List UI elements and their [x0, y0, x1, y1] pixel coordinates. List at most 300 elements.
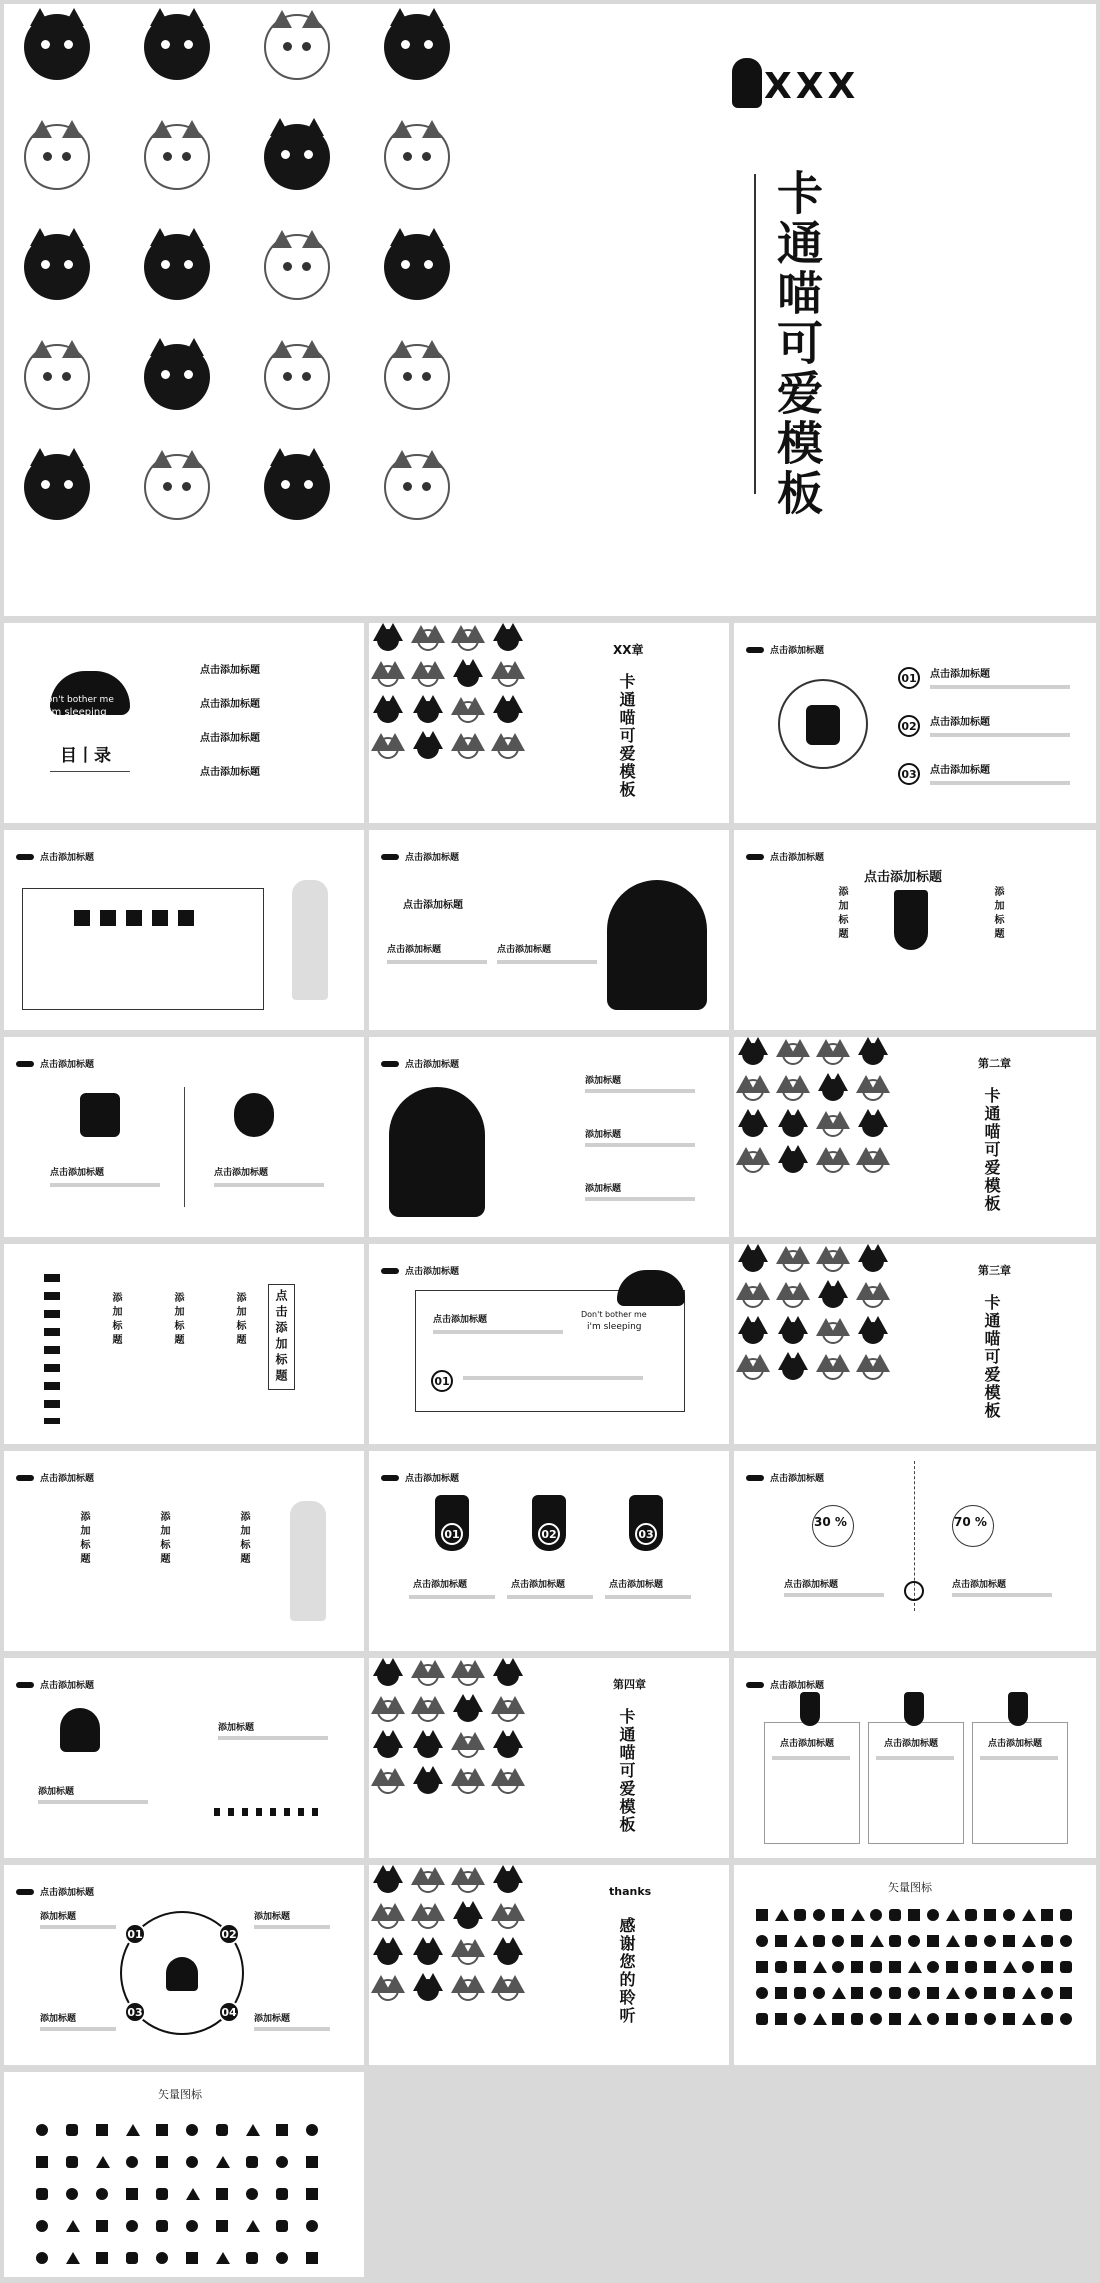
white-cat-sticker — [417, 665, 439, 687]
chart-line-icon — [126, 2156, 138, 2168]
black-cat-sticker — [862, 1115, 884, 1137]
white-cat-sticker — [497, 737, 519, 759]
three-item-slide — [369, 1037, 729, 1237]
white-cat-sticker — [264, 14, 330, 80]
music-icon — [794, 1935, 808, 1947]
body-text-placeholder — [409, 1595, 495, 1599]
copy-icon — [870, 1961, 882, 1973]
white-cat-sticker — [417, 1664, 439, 1686]
body-text-placeholder — [214, 1183, 324, 1187]
dice-icon — [851, 1935, 863, 1947]
print-icon — [186, 2252, 198, 2264]
house-icon — [775, 1909, 789, 1921]
slide-header: 点击添加标题 — [40, 853, 95, 863]
body-text-placeholder — [585, 1089, 695, 1093]
user-icon — [36, 2252, 48, 2264]
white-cat-sticker — [377, 1979, 399, 2001]
paw-print-slide — [4, 1658, 364, 1858]
white-cat-sticker — [497, 1979, 519, 2001]
star-icon — [216, 2156, 230, 2168]
number-badge: 02 — [218, 1923, 240, 1945]
icons-title: 矢量图标 — [888, 1881, 932, 1894]
tv-icon — [1060, 1987, 1072, 1999]
white-cat-sticker — [782, 1079, 804, 1101]
coffee-icon — [216, 2252, 230, 2264]
item-title: 点击添加标题 — [930, 717, 990, 728]
stopwatch-icon — [927, 1987, 939, 1999]
thanks-slide — [369, 1865, 729, 2065]
book-icon — [832, 1935, 844, 1947]
brush-tool-icon — [984, 1909, 996, 1921]
white-cat-sticker — [457, 1871, 479, 1893]
display-icon — [984, 1987, 996, 1999]
cursor-icon — [66, 2220, 80, 2232]
lock-icon — [1060, 2013, 1072, 2025]
search-icon — [1003, 2013, 1015, 2025]
pointer-icon — [381, 1061, 399, 1067]
envelope-icon — [156, 2188, 168, 2200]
toc-item: 点击添加标题 — [200, 699, 260, 710]
item-title: 添加标题 — [585, 1076, 622, 1086]
number-badge: 01 — [441, 1523, 463, 1545]
black-cat-sticker — [384, 234, 450, 300]
card-title: 点击添加标题 — [988, 1739, 1043, 1749]
black-cat-sticker — [417, 701, 439, 723]
body-text-placeholder — [40, 2027, 116, 2031]
black-cat-sticker — [417, 1772, 439, 1794]
number-badge: 01 — [431, 1370, 453, 1392]
white-cat-sticker — [24, 344, 90, 410]
life-ring-icon — [756, 1987, 768, 1999]
black-cat-figure — [80, 1093, 120, 1137]
envelope-icon — [775, 1987, 787, 1999]
body-text-placeholder — [930, 685, 1070, 689]
chat-icon — [1041, 1935, 1053, 1947]
cart-icon — [984, 1961, 996, 1973]
black-cat-sticker — [457, 665, 479, 687]
white-cat-sticker — [742, 1358, 764, 1380]
item-title: 点击添加标题 — [930, 669, 990, 680]
white-cat-sticker — [457, 701, 479, 723]
white-cat-sticker — [782, 1250, 804, 1272]
slide-header: 点击添加标题 — [40, 1060, 95, 1070]
column-title: 点击添加标题 — [214, 1168, 269, 1178]
item-title: 添加标题 — [38, 1787, 75, 1797]
camera-icon — [756, 1935, 768, 1947]
percent-slide — [734, 1451, 1096, 1651]
number-badge: 03 — [124, 2001, 146, 2023]
slide-header: 点击添加标题 — [40, 1681, 95, 1691]
vertical-label: 添加标题 — [238, 1511, 249, 1567]
number-badge: 04 — [218, 2001, 240, 2023]
lock-icon — [276, 2252, 288, 2264]
center-title: 点击添加标题 — [864, 870, 943, 885]
percent-value: 70 % — [954, 1515, 987, 1529]
body-text-placeholder — [497, 960, 597, 964]
white-cat-sticker — [457, 629, 479, 651]
vertical-label-left: 添加标题 — [836, 886, 847, 942]
ban-icon — [276, 2156, 288, 2168]
slide-header: 点击添加标题 — [770, 1474, 825, 1484]
body-text-placeholder — [952, 1593, 1052, 1597]
arrow-vine-decoration — [754, 174, 756, 494]
user-group-icon — [946, 2013, 958, 2025]
bell-icon — [1022, 1935, 1036, 1947]
white-cat-sticker — [457, 1772, 479, 1794]
item-title: 添加标题 — [585, 1130, 622, 1140]
wrench-icon — [126, 2252, 138, 2264]
redo-icon — [813, 2013, 827, 2025]
volume-icon — [246, 2124, 260, 2136]
toc-item: 点击添加标题 — [200, 733, 260, 744]
white-cat-sticker — [862, 1286, 884, 1308]
laptop-icon — [1003, 1987, 1015, 1999]
link-icon — [96, 2156, 110, 2168]
girl-with-cat-illustration — [292, 880, 328, 1000]
white-cat-sticker — [384, 344, 450, 410]
white-cat-sticker — [862, 1358, 884, 1380]
box-title: 点击添加标题 — [433, 1315, 488, 1325]
pointer-icon — [381, 1268, 399, 1274]
vertical-label: 添加标题 — [158, 1511, 169, 1567]
home-icon — [756, 1909, 768, 1921]
map-icon — [851, 1987, 863, 1999]
cat-sticker-grid — [377, 1871, 519, 2001]
number-badge: 01 — [898, 667, 920, 689]
white-cat-sticker — [144, 454, 210, 520]
body-text-placeholder — [433, 1330, 563, 1334]
spade-icon — [870, 1935, 884, 1947]
black-cat-sticker — [497, 629, 519, 651]
money-icon — [66, 2188, 78, 2200]
cat-sticker-grid — [377, 629, 519, 759]
mic-icon — [126, 2220, 138, 2232]
black-cat-figure — [234, 1093, 274, 1137]
phone-icon — [1060, 1961, 1072, 1973]
keyboard-icon — [794, 1987, 806, 1999]
white-cat-sticker — [384, 454, 450, 520]
history-icon — [870, 1987, 882, 1999]
body-text-placeholder — [254, 1925, 330, 1929]
clock-icon — [36, 2220, 48, 2232]
hanging-cat-illustration — [894, 890, 928, 950]
dollar-icon — [96, 2188, 108, 2200]
toc-item: 点击添加标题 — [200, 665, 260, 676]
black-cat-sticker — [782, 1115, 804, 1137]
white-cat-sticker — [822, 1358, 844, 1380]
sleep-text-line1: Don't bother me — [40, 695, 114, 705]
ghost-icon — [908, 1935, 920, 1947]
number-badge: 03 — [635, 1523, 657, 1545]
content-frame — [415, 1290, 685, 1412]
arrow-icon — [1022, 1909, 1036, 1921]
body-text-placeholder — [50, 1183, 160, 1187]
book-icon — [756, 1961, 768, 1973]
white-cat-sticker — [457, 1943, 479, 1965]
slide-header: 点击添加标题 — [405, 853, 460, 863]
hero-title-mark: XXX — [764, 66, 860, 107]
calendar-icon — [946, 1987, 960, 1999]
slide-header: 点击添加标题 — [405, 1267, 460, 1277]
arrow-divider — [50, 771, 130, 772]
vector-icon-grid — [36, 2124, 318, 2264]
slide-header: 点击添加标题 — [770, 646, 825, 656]
black-cat-sticker — [782, 1358, 804, 1380]
contact-card-icon — [216, 2188, 228, 2200]
envelope-open-icon — [186, 2188, 200, 2200]
paw-columns-slide — [4, 1244, 364, 1444]
pie-chart-icon — [186, 2156, 198, 2168]
printer-icon — [965, 1987, 977, 1999]
spinner-icon — [984, 2013, 996, 2025]
scissors-icon — [904, 1581, 924, 1601]
coin-icon — [1003, 1961, 1017, 1973]
body-text-placeholder — [784, 1593, 884, 1597]
globe-icon — [186, 2220, 198, 2232]
sleep-text-line2: i'm sleeping — [587, 1322, 642, 1332]
vertical-columns-slide — [4, 1451, 364, 1651]
pointer-icon — [381, 1475, 399, 1481]
white-cat-sticker — [822, 1151, 844, 1173]
folder-icon — [794, 1961, 806, 1973]
headphones-icon — [775, 1935, 787, 1947]
slide-header: 点击添加标题 — [770, 1681, 825, 1691]
send-icon — [96, 2220, 108, 2232]
black-cat-sticker — [782, 1151, 804, 1173]
trophy-icon — [156, 2220, 168, 2232]
black-cat-sticker — [497, 1664, 519, 1686]
number-badge: 02 — [898, 715, 920, 737]
chapter-title: 卡通喵可爱模板 — [982, 1087, 1001, 1213]
signal-icon — [1003, 1935, 1015, 1947]
black-cat-sticker — [377, 1943, 399, 1965]
black-cat-sticker — [144, 14, 210, 80]
cat-sticker-grid — [377, 1664, 519, 1794]
video-icon — [276, 2124, 288, 2136]
pointer-icon — [746, 1682, 764, 1688]
black-cat-sticker — [417, 737, 439, 759]
black-cat-sticker — [822, 1079, 844, 1101]
black-cat-sticker — [497, 701, 519, 723]
floppy-icon — [832, 2013, 844, 2025]
white-cat-sticker — [822, 1043, 844, 1065]
image-icon — [832, 1909, 844, 1921]
sleeping-cat-icon — [617, 1270, 685, 1306]
numbered-list-slide — [734, 623, 1096, 823]
vertical-label: 添加标题 — [110, 1292, 121, 1348]
briefcase-icon — [276, 2188, 288, 2200]
key-icon — [1041, 2013, 1053, 2025]
paw-trail-illustration — [214, 1808, 324, 1816]
price-tag-icon — [908, 1961, 922, 1973]
column-title: 点击添加标题 — [609, 1580, 664, 1590]
flag-icon — [126, 2124, 140, 2136]
column-title: 点击添加标题 — [413, 1580, 468, 1590]
black-cat-sticker — [497, 1871, 519, 1893]
vertical-label: 添加标题 — [172, 1292, 183, 1348]
black-cat-sticker — [497, 1736, 519, 1758]
toc-title: 目丨录 — [60, 746, 111, 766]
cat-paw-trail-illustration — [44, 1274, 60, 1424]
sleeping-cat-box-slide — [369, 1244, 729, 1444]
hero-slide — [4, 4, 1096, 616]
hero-title: 卡通喵可爱模板 — [770, 169, 824, 519]
black-cat-sticker — [417, 1736, 439, 1758]
bubble-icon — [908, 2013, 922, 2025]
black-cat-sticker — [377, 1736, 399, 1758]
white-cat-sticker — [457, 737, 479, 759]
pointer-icon — [746, 647, 764, 653]
black-cat-sticker — [497, 1943, 519, 1965]
body-text-placeholder — [40, 1925, 116, 1929]
suitcase-icon — [306, 2188, 318, 2200]
toc-slide — [4, 623, 364, 823]
vertical-label: 添加标题 — [78, 1511, 89, 1567]
item-title: 点击添加标题 — [930, 765, 990, 776]
girl-with-cat-illustration — [290, 1501, 326, 1621]
chapter-slide — [734, 1037, 1096, 1237]
pointer-icon — [16, 1889, 34, 1895]
girl-hugging-cat-illustration — [389, 1087, 485, 1217]
column-title: 点击添加标题 — [497, 945, 552, 955]
hanging-cat-slide — [734, 830, 1096, 1030]
vertical-label: 添加标题 — [234, 1292, 245, 1348]
slide-header: 点击添加标题 — [40, 1474, 95, 1484]
icons-title: 矢量图标 — [158, 2088, 202, 2101]
slide-header: 点击添加标题 — [405, 1060, 460, 1070]
database-icon — [66, 2124, 78, 2136]
credit-card-icon — [1022, 1961, 1034, 1973]
pipette-icon — [908, 1909, 920, 1921]
two-column-slide — [369, 830, 729, 1030]
user-icon — [1060, 1935, 1072, 1947]
wallet-icon — [36, 2188, 48, 2200]
megaphone-icon — [984, 1935, 996, 1947]
black-cat-sticker — [144, 344, 210, 410]
quote-icon — [965, 2013, 977, 2025]
circle-four-slide — [4, 1865, 364, 2065]
chapter-mark: 第二章 — [978, 1057, 1011, 1070]
chapter-title: 卡通喵可爱模板 — [617, 673, 636, 799]
chapter-slide — [369, 1658, 729, 1858]
pie-icon — [306, 2220, 318, 2232]
document-icon — [851, 1961, 863, 1973]
white-cat-sticker — [822, 1115, 844, 1137]
item-title: 添加标题 — [585, 1184, 622, 1194]
plus-icon — [186, 2124, 198, 2136]
column-title: 点击添加标题 — [511, 1580, 566, 1590]
chapter-mark: 第三章 — [978, 1264, 1011, 1277]
white-cat-sticker — [417, 1907, 439, 1929]
body-text-placeholder — [930, 781, 1070, 785]
column-title: 点击添加标题 — [952, 1580, 1007, 1590]
chapter-mark: XX章 — [613, 643, 644, 657]
clock-icon — [889, 1987, 901, 1999]
body-text-placeholder — [930, 733, 1070, 737]
pen-icon — [851, 1909, 865, 1921]
black-cat-sticker — [862, 1250, 884, 1272]
black-cat-sticker — [742, 1115, 764, 1137]
folder-open-icon — [813, 1961, 827, 1973]
club-icon — [927, 1935, 939, 1947]
cat-row-slide — [4, 830, 364, 1030]
item-title: 添加标题 — [40, 2014, 77, 2024]
compass-icon — [832, 1987, 846, 1999]
black-cat-sticker — [742, 1043, 764, 1065]
white-cat-sticker — [417, 1871, 439, 1893]
undo-icon — [794, 2013, 806, 2025]
white-cat-sticker — [377, 1907, 399, 1929]
heart-icon — [246, 2156, 258, 2168]
three-cat-numbers-slide — [369, 1451, 729, 1651]
body-text-placeholder — [605, 1595, 691, 1599]
white-cat-sticker — [417, 629, 439, 651]
vertical-boxed-title: 点击添加标题 — [268, 1284, 295, 1390]
vertical-divider — [184, 1087, 185, 1207]
diamond-icon — [946, 1935, 960, 1947]
layers-icon — [775, 1961, 787, 1973]
ticket-icon — [246, 2220, 260, 2232]
file-icon — [832, 1961, 844, 1973]
white-cat-sticker — [822, 1322, 844, 1344]
cat-silhouette-icon — [732, 58, 762, 108]
black-cat-sticker — [457, 1907, 479, 1929]
location-icon — [813, 1987, 825, 1999]
white-cat-sticker — [264, 234, 330, 300]
body-text-placeholder — [507, 1595, 593, 1599]
white-cat-sticker — [144, 124, 210, 190]
pointer-icon — [381, 854, 399, 860]
thanks-mark: thanks — [609, 1885, 652, 1898]
body-text-placeholder — [254, 2027, 330, 2031]
globe-icon — [813, 1909, 825, 1921]
white-cat-sticker — [24, 124, 90, 190]
body-text-placeholder — [876, 1756, 954, 1760]
chapter-slide — [369, 623, 729, 823]
zoom-icon — [1022, 2013, 1036, 2025]
two-cat-slide — [4, 1037, 364, 1237]
gift-icon — [246, 2252, 258, 2264]
card-title: 点击添加标题 — [780, 1739, 835, 1749]
chapter-mark: 第四章 — [613, 1678, 646, 1691]
black-cat-figure — [806, 705, 840, 745]
black-cat-sticker — [862, 1322, 884, 1344]
receipt-icon — [889, 1961, 901, 1973]
body-text-placeholder — [772, 1756, 850, 1760]
item-title: 添加标题 — [218, 1723, 255, 1733]
black-cat-sticker — [377, 701, 399, 723]
reply-icon — [889, 2013, 901, 2025]
body-text-placeholder — [585, 1197, 695, 1201]
white-cat-sticker — [497, 1907, 519, 1929]
black-cat-sticker — [417, 1943, 439, 1965]
black-cat-sticker — [24, 454, 90, 520]
number-badge: 01 — [124, 1923, 146, 1945]
cat-row-illustration — [74, 910, 204, 926]
chat-bubbles-icon — [927, 2013, 939, 2025]
white-cat-sticker — [782, 1286, 804, 1308]
calendar-icon — [216, 2220, 228, 2232]
icons-slide — [4, 2072, 364, 2277]
item-title: 添加标题 — [40, 1912, 77, 1922]
cat-sticker-grid — [742, 1043, 884, 1173]
white-cat-sticker — [742, 1151, 764, 1173]
black-cat-sticker — [742, 1250, 764, 1272]
sleep-text-line1: Don't bother me — [581, 1310, 647, 1319]
toc-item: 点击添加标题 — [200, 767, 260, 778]
white-cat-sticker — [742, 1286, 764, 1308]
white-cat-sticker — [377, 1772, 399, 1794]
